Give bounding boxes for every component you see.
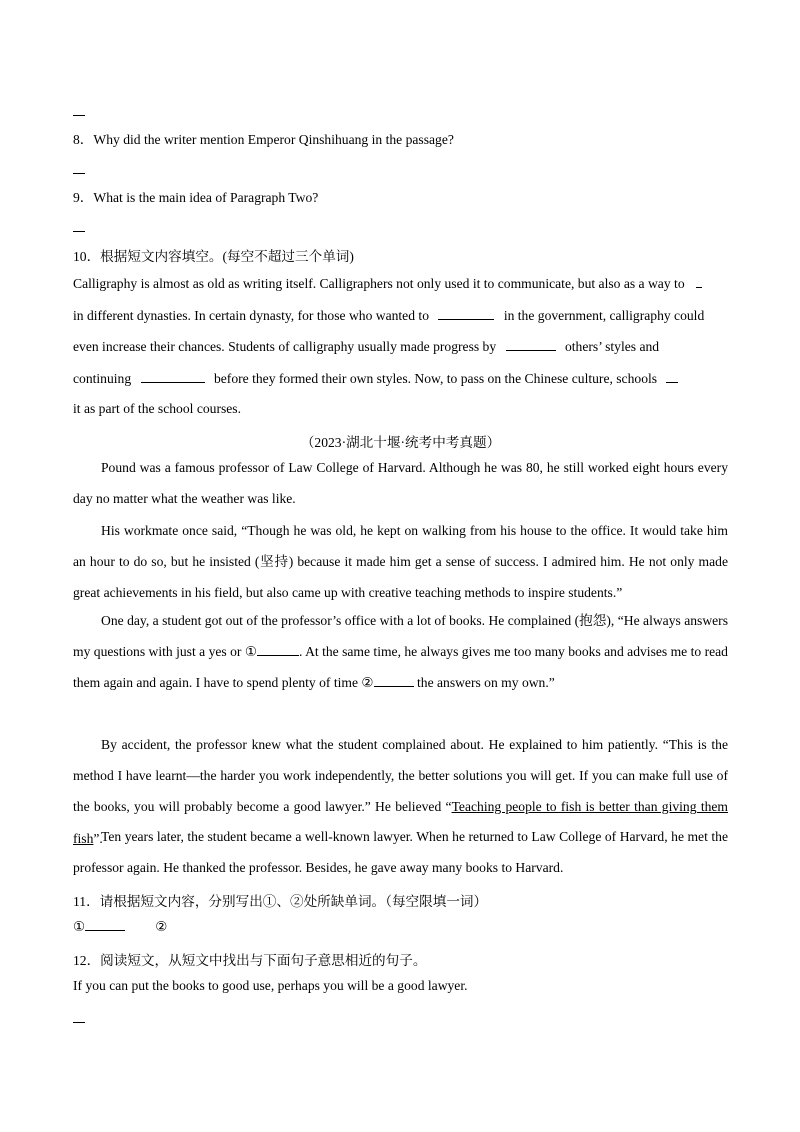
q10-line-5: it as part of the school courses.	[73, 401, 241, 416]
question-10-title: 10．根据短文内容填空。(每空不超过三个单词)	[73, 249, 354, 264]
mark-2: ②	[155, 919, 168, 934]
q10-line-3: even increase their chances. Students of calligraphy usually made progress by others’ styles and	[73, 339, 660, 354]
mark-1: ①	[73, 919, 86, 934]
q10-line-1: Calligraphy is almost as old as writing itself. Calligraphers not only used it to communicate, but also as a way to	[73, 275, 702, 292]
blank-2[interactable]	[438, 307, 494, 320]
q10-line-4: continuing before they formed their own styles. Now, to pass on the Chinese culture, schools	[73, 370, 678, 387]
blank-1[interactable]	[696, 275, 702, 288]
answer-1-blank[interactable]	[85, 918, 125, 931]
question-9: 9．What is the main idea of Paragraph Two?	[73, 190, 319, 205]
answer-line	[73, 173, 85, 174]
answer-line	[73, 1022, 85, 1023]
underlined-sentence: Teaching people to fish is better than giving them fish	[73, 799, 728, 846]
passage-paragraph-2: His workmate once said, “Though he was old, he kept on walking from his house to the office. It would take him an hour to do so, but he insisted (坚持) because it made him get a sense of success. I admired him. He not only made great achievements in his field, but also came up with creative teaching methods to inspire students.”	[73, 523, 728, 601]
q11-answers	[73, 918, 167, 935]
answer-line	[73, 115, 85, 116]
blank-5[interactable]	[666, 370, 678, 383]
blank-4[interactable]	[141, 370, 205, 383]
question-12-sentence: If you can put the books to good use, perhaps you will be a good lawyer.	[73, 978, 468, 993]
answer-line	[73, 231, 85, 232]
blank-circle-1[interactable]	[257, 643, 299, 656]
passage-paragraph-3: One day, a student got out of the professor’s office with a lot of books. He complained (抱怨), “He always answers my questions with just a yes or ① . At the same time, he always gives me too many books and advises me to read them again and again. I have to spend plenty of time ② the answers on my own.”	[73, 613, 728, 691]
passage-paragraph-1: Pound was a famous professor of Law College of Harvard. Although he was 80, he still worked eight hours every day no matter what the weather was like.	[73, 460, 728, 507]
blank-3[interactable]	[506, 338, 556, 351]
q10-line-2: in different dynasties. In certain dynasty, for those who wanted to in the government, calligraphy could	[73, 308, 705, 323]
passage-paragraph-4: By accident, the professor knew what the student complained about. He explained to him patiently. “This is the method I have learnt—the harder you work independently, the better solutions you will get. If you can make full use of the books, you will probably become a good lawyer.” He believed “Teaching people to fish is better than giving them fish”.	[73, 737, 728, 846]
question-12: 12．阅读短文，从短文中找出与下面句子意思相近的句子。	[73, 953, 427, 968]
question-11: 11．请根据短文内容，分别写出①、②处所缺单词。（每空限填一词）	[73, 894, 488, 909]
passage-paragraph-5: Ten years later, the student became a well-known lawyer. When he returned to Law College of Harvard, he met the professor again. He thanked the professor. Besides, he gave away many books to Harvard.	[73, 829, 728, 876]
blank-circle-2[interactable]	[374, 674, 414, 687]
question-8: 8．Why did the writer mention Emperor Qinshihuang in the passage?	[73, 132, 454, 147]
source-label: （2023·湖北十堰·统考中考真题）	[300, 435, 501, 450]
